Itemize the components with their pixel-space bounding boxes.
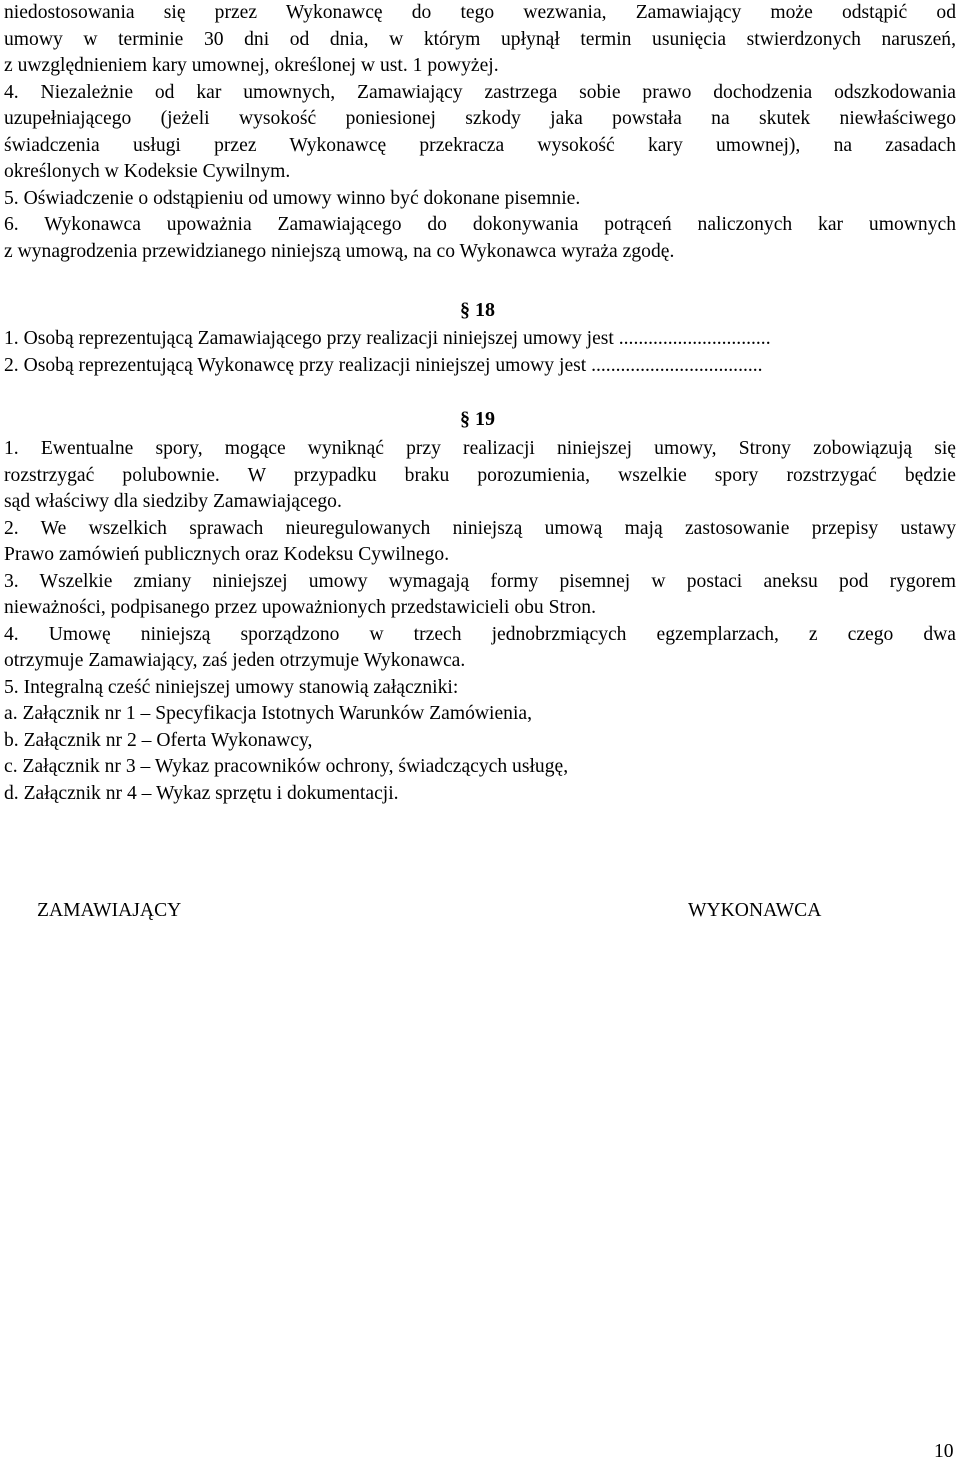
section-19-paragraph-1-line-1: 1. Ewentualne spory, mogące wyniknąć przy realizacji niniejszej umowy, Strony zobowiązują się (4, 438, 956, 459)
attachment-item: b. Załącznik nr 2 – Oferta Wykonawcy, (4, 729, 313, 751)
section-18-item-1: 1. Osobą reprezentującą Zamawiającego przy realizacji niniejszej umowy jest ............................... (4, 328, 771, 349)
section-19-body (4, 436, 956, 807)
section-18-body (4, 326, 956, 379)
section-19-paragraph-4-line-1: 4. Umowę niniejszą sporządzono w trzech jednobrzmiących egzemplarzach, z czego dwa (4, 623, 956, 645)
section-19-heading: § 19 (460, 408, 495, 430)
paragraph-4-line-3: świadczenia usługi przez Wykonawcę przekracza wysokość kary umownej), na zasadach (4, 134, 956, 156)
paragraph-3-line-2: umowy w terminie 30 dni od dnia, w którym upłynął termin usunięcia stwierdzonych naruszeń, (4, 28, 956, 50)
paragraph-4-line-2: uzupełniającego (jeżeli wysokość poniesionej szkody jaka powstała na skutek niewłaściwego (4, 108, 956, 129)
paragraph-4-line-1: 4. Niezależnie od kar umownych, Zamawiający zastrzega sobie prawo dochodzenia odszkodowania (4, 81, 956, 103)
paragraph-6-line-2: z wynagrodzenia przewidzianego niniejszą umową, na co Wykonawca wyraża zgodę. (4, 240, 675, 262)
section-17-continuation (4, 0, 956, 265)
section-19-paragraph-3-line-1: 3. Wszelkie zmiany niniejszej umowy wymagają formy pisemnej w postaci aneksu pod rygorem (4, 570, 956, 592)
attachment-item: d. Załącznik nr 4 – Wykaz sprzętu i dokumentacji. (4, 782, 399, 804)
section-19-paragraph-5: 5. Integralną cześć niniejszej umowy stanowią załączniki: (4, 676, 459, 698)
section-19-paragraph-2-line-1: 2. We wszelkich sprawach nieuregulowanych niniejszą umową mają zastosowanie przepisy ustawy (4, 517, 956, 539)
section-19-paragraph-4-line-2: otrzymuje Zamawiający, zaś jeden otrzymuje Wykonawca. (4, 650, 466, 671)
section-19-paragraph-3-line-2: nieważności, podpisanego przez upoważnionych przedstawicieli obu Stron. (4, 597, 596, 618)
section-19-paragraph-1-line-2: rozstrzygać polubownie. W przypadku braku porozumienia, wszelkie spory rozstrzygać będzie (4, 464, 956, 486)
paragraph-4-line-4: określonych w Kodeksie Cywilnym. (4, 161, 291, 182)
section-19-paragraph-2-line-2: Prawo zamówień publicznych oraz Kodeksu Cywilnego. (4, 544, 450, 565)
section-18-heading: § 18 (460, 299, 495, 321)
attachment-item: c. Załącznik nr 3 – Wykaz pracowników ochrony, świadczących usługę, (4, 756, 569, 777)
paragraph-5: 5. Oświadczenie o odstąpieniu od umowy winno być dokonane pisemnie. (4, 187, 581, 209)
paragraph-6-line-1: 6. Wykonawca upoważnia Zamawiającego do dokonywania potrąceń naliczonych kar umownych (4, 214, 956, 235)
signature-zamawiajacy: ZAMAWIAJĄCY (37, 900, 182, 921)
paragraph-3-line-1: niedostosowania się przez Wykonawcę do tego wezwania, Zamawiający może odstąpić od (4, 2, 956, 23)
page-number: 10 (934, 1441, 954, 1462)
signature-wykonawca: WYKONAWCA (688, 900, 822, 921)
attachment-item: a. Załącznik nr 1 – Specyfikacja Istotnych Warunków Zamówienia, (4, 703, 532, 724)
paragraph-3-line-3: z uwzględnieniem kary umownej, określonej w ust. 1 powyżej. (4, 55, 499, 76)
section-18-item-2: 2. Osobą reprezentującą Wykonawcę przy realizacji niniejszej umowy jest ................................... (4, 354, 763, 376)
section-19-paragraph-1-line-3: sąd właściwy dla siedziby Zamawiającego. (4, 491, 342, 512)
